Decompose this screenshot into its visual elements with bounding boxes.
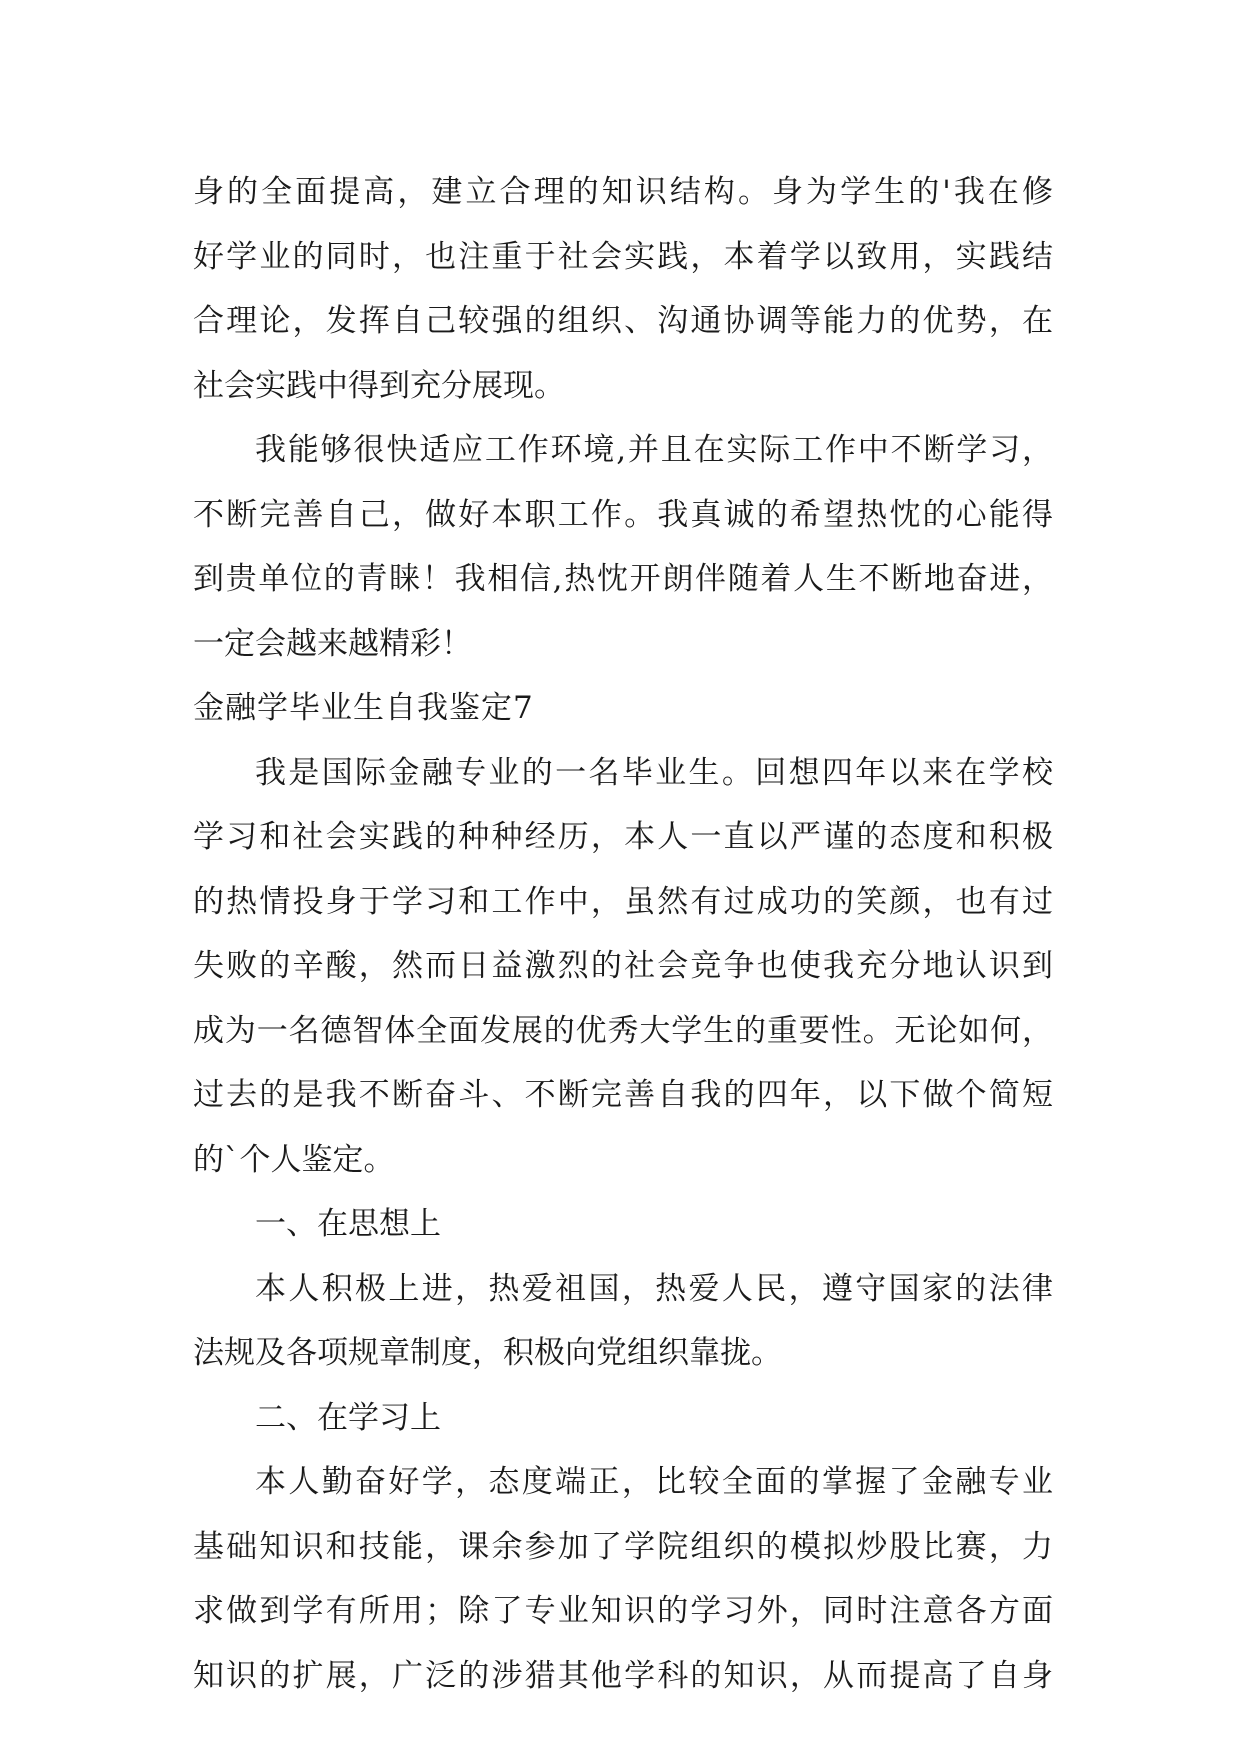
- text-line: 我能够很快适应工作环境,并且在实际工作中不断学习，: [255, 432, 1053, 468]
- text-line: 失败的辛酸，然而日益激烈的社会竞争也使我充分地认识到: [193, 948, 1053, 984]
- text-line: 的热情投身于学习和工作中，虽然有过成功的笑颜，也有过: [193, 883, 1053, 920]
- text-line: 好学业的同时，也注重于社会实践，本着学以致用，实践结: [193, 238, 1053, 275]
- text-line: 求做到学有所用；除了专业知识的学习外，同时注意各方面: [193, 1593, 1053, 1629]
- text-line: 法规及各项规章制度，积极向党组织靠拢。: [193, 1335, 782, 1371]
- text-line: 到贵单位的青睐！我相信,热忱开朗伴随着人生不断地奋进，: [193, 561, 1053, 597]
- text-line: 成为一名德智体全面发展的优秀大学生的重要性。无论如何，: [193, 1012, 1053, 1049]
- text-line: 身的全面提高，建立合理的知识结构。身为学生的'我在修: [193, 174, 1053, 210]
- text-line: 本人积极上进，热爱祖国，热爱人民，遵守国家的法律: [255, 1270, 1053, 1307]
- text-line: 基础知识和技能，课余参加了学院组织的模拟炒股比赛，力: [193, 1528, 1053, 1565]
- text-line: 不断完善自己，做好本职工作。我真诚的希望热忱的心能得: [193, 496, 1053, 533]
- text-line: 的`个人鉴定。: [193, 1141, 395, 1178]
- text-line: 社会实践中得到充分展现。: [193, 367, 565, 404]
- text-line: 过去的是我不断奋斗、不断完善自我的四年，以下做个简短: [193, 1077, 1053, 1113]
- text-line: 一定会越来越精彩！: [193, 625, 472, 662]
- text-line: 学习和社会实践的种种经历，本人一直以严谨的态度和积极: [193, 819, 1053, 855]
- text-line: 知识的扩展，广泛的涉猎其他学科的知识，从而提高了自身: [193, 1657, 1053, 1694]
- text-line: 合理论，发挥自己较强的组织、沟通协调等能力的优势，在: [193, 303, 1053, 339]
- text-line: 一、在思想上: [255, 1206, 441, 1242]
- section-heading: 金融学毕业生自我鉴定7: [193, 690, 534, 726]
- text-line: 二、在学习上: [255, 1399, 441, 1436]
- document-body: [193, 160, 1053, 1708]
- text-line: 我是国际金融专业的一名毕业生。回想四年以来在学校: [255, 754, 1053, 791]
- text-line: 本人勤奋好学，态度端正，比较全面的掌握了金融专业: [255, 1464, 1053, 1500]
